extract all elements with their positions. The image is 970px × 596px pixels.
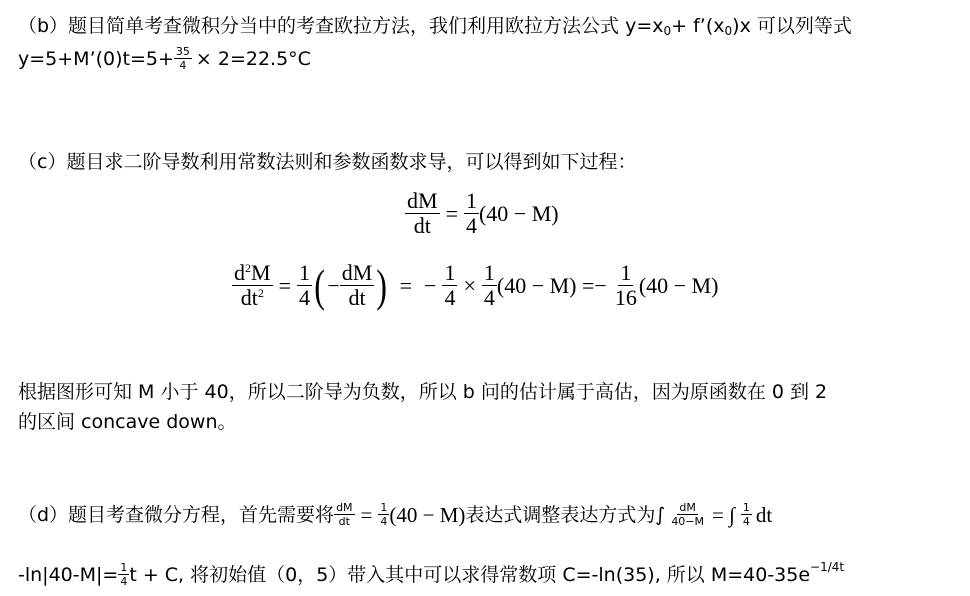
fraction xyxy=(442,262,457,309)
part-c-conclusion-line1: 根据图形可知 M 小于 40，所以二阶导为负数，所以 b 问的估计属于高估，因为原函数在 0 到 2 xyxy=(18,381,828,403)
fraction-numerator: 35 xyxy=(175,45,190,58)
subscript: 0 xyxy=(724,24,733,38)
fraction xyxy=(378,502,389,527)
dt-symbol: dt xyxy=(240,285,258,310)
minus-sign: − xyxy=(424,272,437,298)
equals-sign: = xyxy=(445,200,458,226)
expression: (40 − M) =− xyxy=(496,272,607,298)
fraction-numerator: dM xyxy=(336,501,353,514)
fraction-numerator: 1 xyxy=(465,188,477,213)
fraction-denominator: dt xyxy=(413,213,431,238)
fraction-numerator: 1 xyxy=(380,501,388,514)
fraction-numerator: 1 xyxy=(483,260,495,285)
fraction-numerator xyxy=(232,262,273,286)
part-b-mid: + f’(x xyxy=(671,15,725,37)
exponent: −1/4t xyxy=(810,559,845,574)
part-b-text: （b）题目简单考查微积分当中的考查欧拉方法，我们利用欧拉方法公式 y=x xyxy=(18,15,664,37)
fraction-denominator: 16 xyxy=(614,285,637,310)
part-b-tail: )x 可以列等式 xyxy=(732,15,852,37)
part-b-line1 xyxy=(18,14,852,43)
fraction xyxy=(405,190,440,237)
fraction-denominator: 4 xyxy=(742,515,750,528)
fraction xyxy=(741,502,752,527)
fraction xyxy=(232,262,273,309)
fraction-numerator: 1 xyxy=(742,501,750,514)
integral-equals: = ∫ xyxy=(712,502,735,527)
fraction xyxy=(174,46,192,71)
fraction xyxy=(334,502,354,527)
equals-sign: = xyxy=(399,272,413,298)
equals-sign: = xyxy=(278,272,291,298)
fraction-denominator: 4 xyxy=(120,575,128,588)
times-sign: × xyxy=(463,272,476,298)
minus-sign: − xyxy=(327,272,340,298)
fraction-denominator xyxy=(239,286,266,309)
part-b-line2 xyxy=(18,46,311,71)
fraction-denominator: dt xyxy=(348,285,366,310)
part-d-line2 xyxy=(18,559,845,588)
fraction-denominator: 40−M xyxy=(671,515,705,528)
subscript: 0 xyxy=(663,24,672,38)
fraction-numerator: 1 xyxy=(444,260,456,285)
part-d-middle: 表达式调整表达方式为∫ xyxy=(465,503,666,526)
fraction xyxy=(340,262,375,309)
d-symbol: d xyxy=(234,260,245,285)
expression: (40 − M) xyxy=(638,272,719,298)
fraction xyxy=(464,190,479,237)
fraction-denominator: 4 xyxy=(179,59,187,72)
equation-first-derivative xyxy=(405,190,559,237)
part-c-intro: （c）题目求二阶导数利用常数法则和参数函数求导，可以得到如下过程： xyxy=(18,151,637,173)
fraction xyxy=(482,262,497,309)
fraction-numerator: dM xyxy=(341,260,373,285)
equals-sign: = xyxy=(360,502,373,527)
part-b-eq-post: × 2=22.5°C xyxy=(195,47,311,70)
superscript: 2 xyxy=(245,261,251,275)
fraction xyxy=(669,502,706,527)
variable: M xyxy=(251,260,271,285)
fraction-numerator: 1 xyxy=(120,561,128,574)
fraction-numerator: 1 xyxy=(298,260,310,285)
fraction-numerator: dM xyxy=(679,501,696,514)
fraction xyxy=(297,262,312,309)
fraction-denominator: 4 xyxy=(444,285,456,310)
fraction-numerator: dM xyxy=(407,188,438,213)
expression: (40 − M) xyxy=(389,502,466,527)
fraction-denominator: 4 xyxy=(298,285,310,310)
fraction-denominator: 4 xyxy=(483,285,495,310)
fraction xyxy=(118,562,129,587)
part-d-eq-pre: -ln|40-M|= xyxy=(18,563,119,586)
fraction-denominator: 4 xyxy=(465,213,477,238)
fraction xyxy=(613,262,639,309)
fraction-denominator: 4 xyxy=(380,515,388,528)
part-c-conclusion-line2: 的区间 concave down。 xyxy=(18,411,237,433)
superscript: 2 xyxy=(257,286,264,300)
fraction-denominator: dt xyxy=(338,515,350,528)
part-d-text: （d）题目考查微分方程，首先需要将 xyxy=(18,503,335,526)
expression: (40 − M) xyxy=(478,200,559,226)
fraction-numerator: 1 xyxy=(620,260,632,285)
part-d-line1 xyxy=(18,502,772,527)
equation-second-derivative xyxy=(232,259,719,311)
dt-symbol: dt xyxy=(755,502,773,527)
right-paren: ) xyxy=(376,259,388,311)
part-d-eq-mid: t + C, 将初始值（0，5）带入其中可以求得常数项 C=-ln(35), 所以 M=40-35e xyxy=(129,563,811,586)
part-b-eq-pre: y=5+M’(0)t=5+ xyxy=(18,47,174,70)
left-paren: ( xyxy=(314,259,326,311)
